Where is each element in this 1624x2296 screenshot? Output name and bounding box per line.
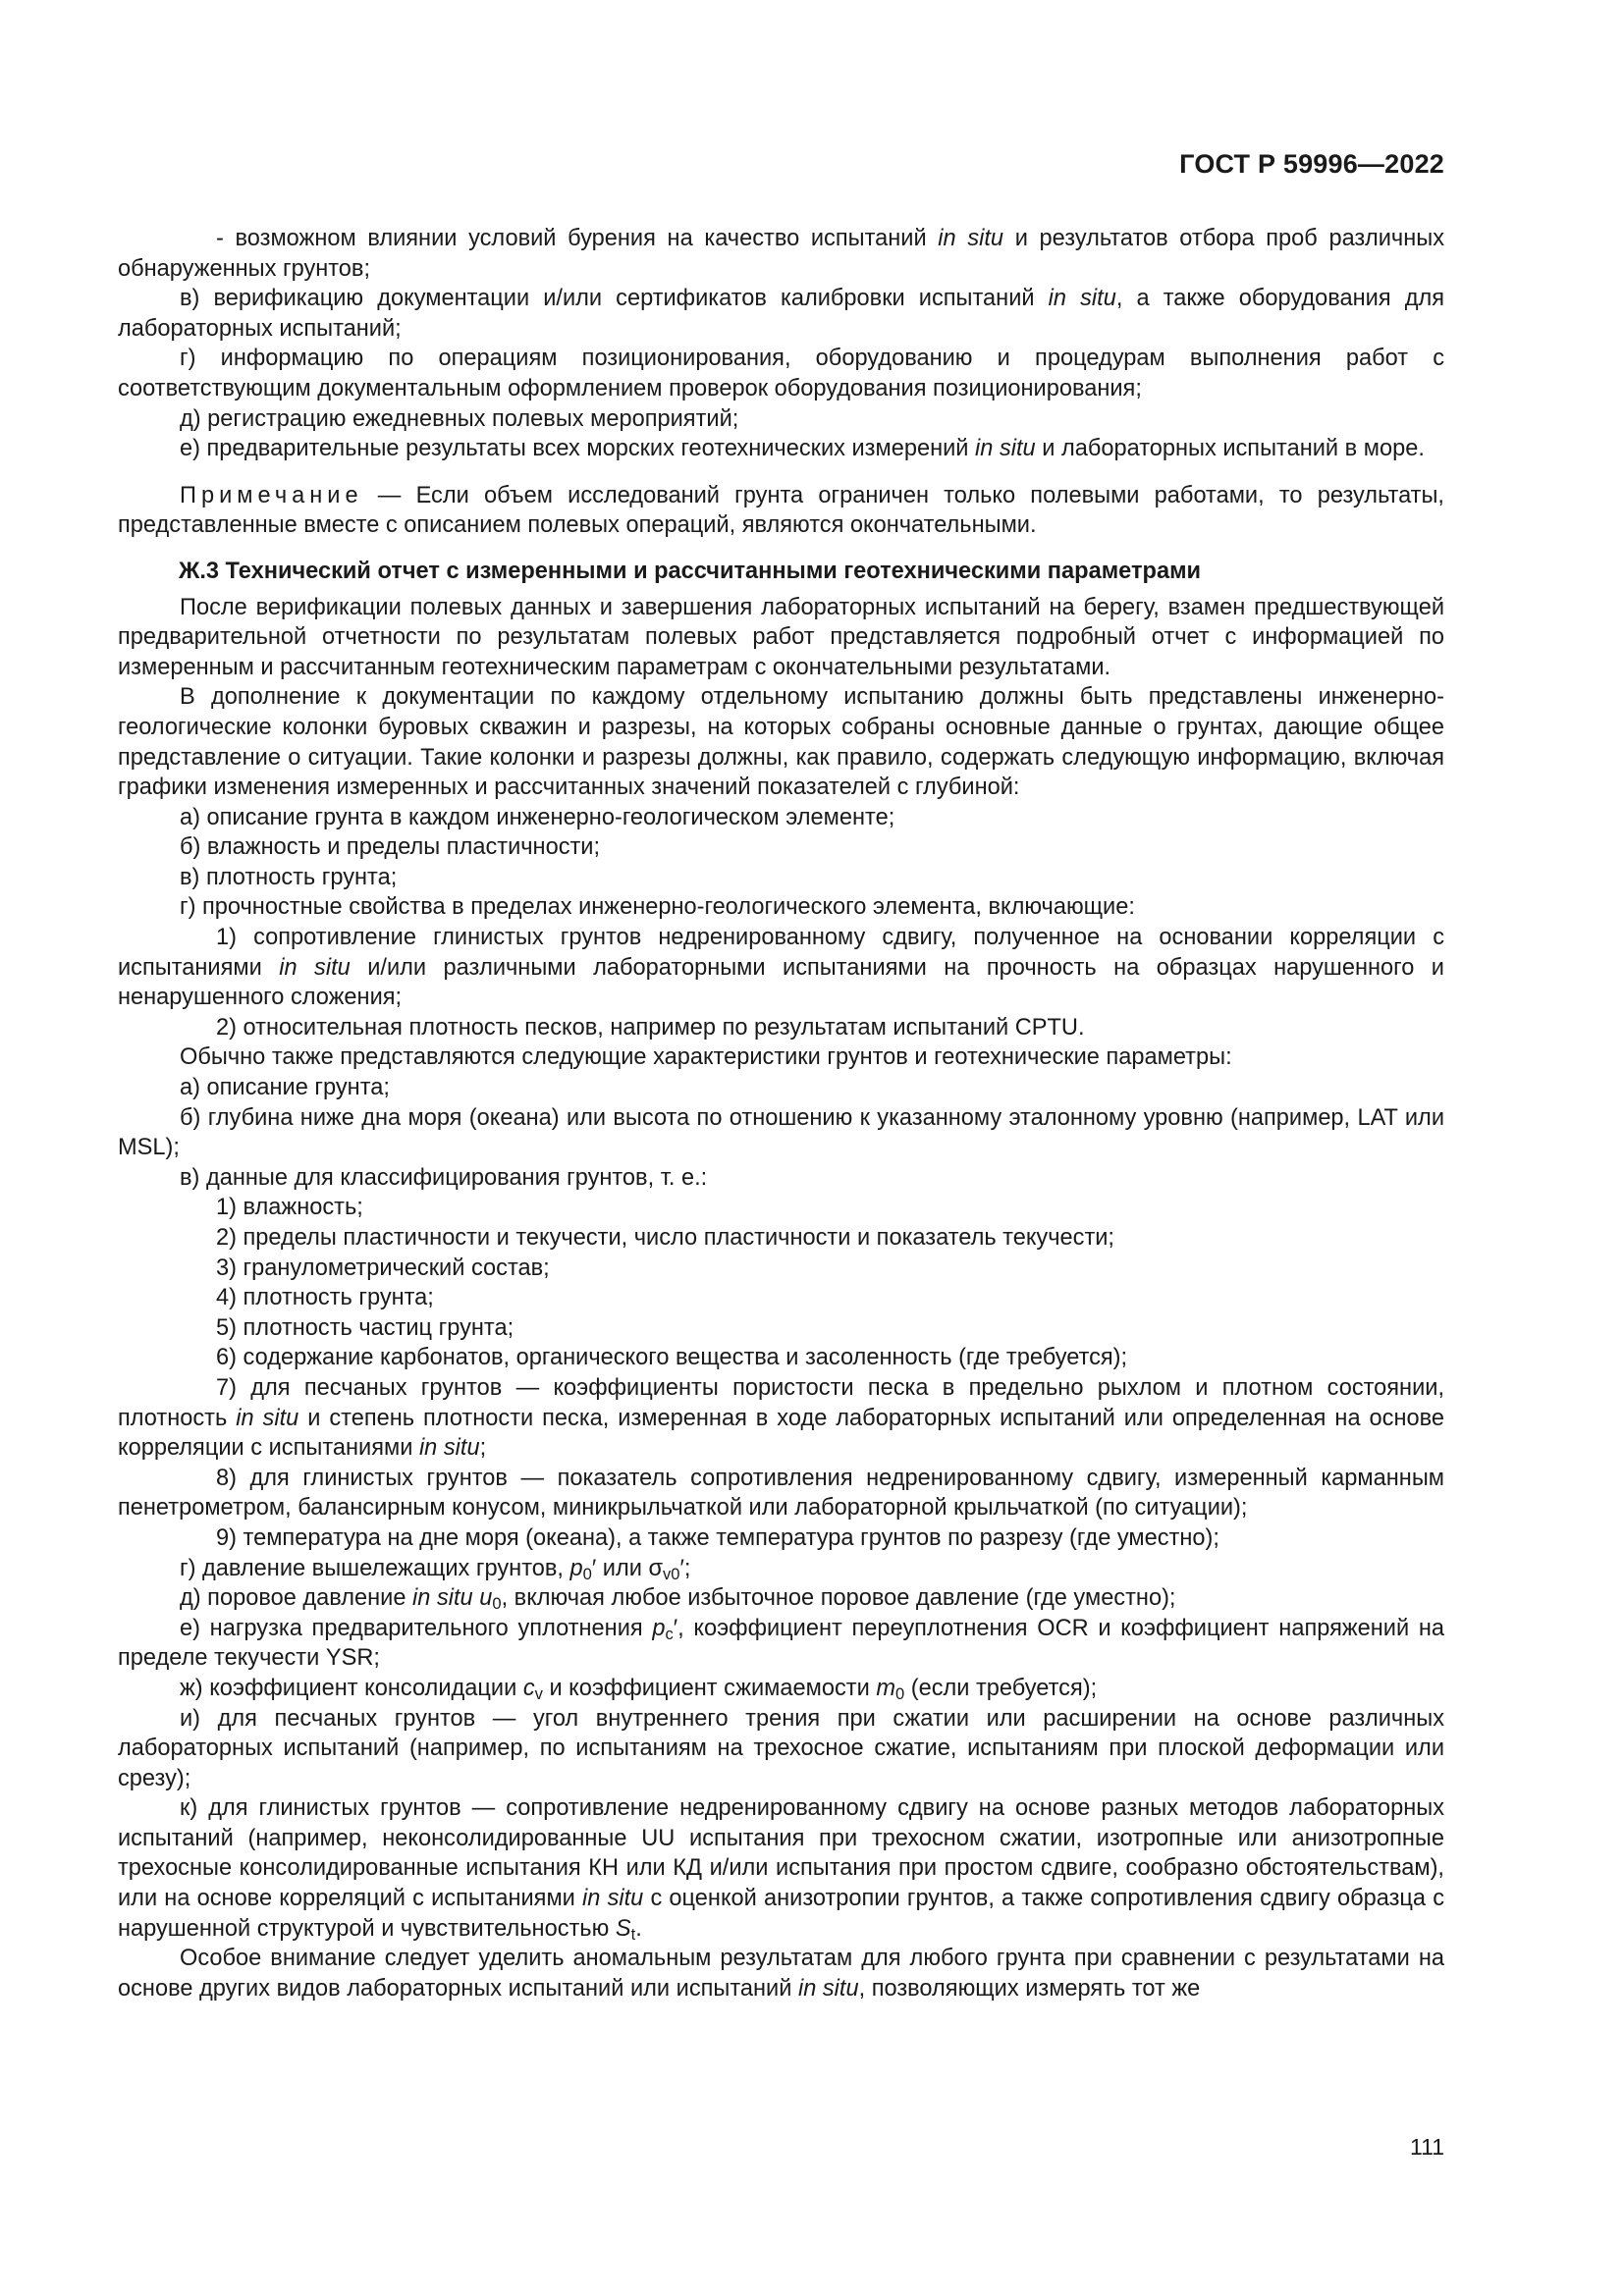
list-item: и) для песчаных грунтов — угол внутреннего трения при сжатии или расширении на основе различных лабораторных испытаний (например, по испытаниям на трехосное сжатие, испытаниям при плоской деформации или срезу); [118,1705,1444,1791]
paragraph-4: Особое внимание следует уделить аномальным результатам для любого грунта при сравнении с результатами на основе других видов лабораторных испытаний или испытаний in situ, позволяющих измерять тот же [118,1946,1444,2002]
sub-list-item: 7) для песчаных грунтов — коэффициенты пористости песка в предельно рыхлом и плотном состоянии, плотность in situ и степень плотности песка, измеренная в ходе лабораторных испытаний или определенная на основе корреляции с испытаниями in situ; [118,1374,1444,1462]
body-text [118,224,1444,2003]
sub-list-item: 5) плотность частиц грунта; [216,1314,514,1341]
section-heading: Ж.3 Технический отчет с измеренными и рассчитанными геотехническими параметрами [179,558,1202,584]
document-code: ГОСТ Р 59996—2022 [1179,149,1444,179]
list-item: д) поровое давление in situ $u_0$, включая любое избыточное поровое давление (где уместно); [180,1585,1176,1614]
note-label: Примечание [180,482,363,508]
list-item: а) описание грунта; [180,1075,390,1101]
list-item: г) давление вышележащих грунтов, $p_0'$ или $\sigma_{v0}'$; [180,1555,691,1583]
list-item: в) данные для классифицирования грунтов, т. е.: [180,1164,708,1191]
sub-list-item: 1) влажность; [216,1195,363,1221]
sub-list-item: 6) содержание карбонатов, органического вещества и засоленность (где требуется); [216,1345,1128,1371]
sub-list-item: 2) относительная плотность песков, например по результатам испытаний CPTU. [216,1014,1085,1041]
sub-list-item: 4) плотность грунта; [216,1285,434,1311]
paragraph-drilling-influence: - возможном влиянии условий бурения на качество испытаний in situ и результатов отбора проб различных обнаруженных грунтов; [118,226,1444,282]
list-item: к) для глинистых грунтов — сопротивление недренированному сдвигу на основе разных методов лабораторных испытаний (например, неконсолидированные UU испытания при трехосном сжатии, изотропные или анизотропные трехосные консолидированные испытания КН или КД и/или испытания при простом сдвиге, сообразно обстоятельствам), или на основе корреляций с испытаниями in situ с оценкой анизотропии грунтов, а также сопротивления сдвигу образца с нарушенной структурой и чувствительностью $S_t$. [118,1795,1444,1944]
list-item-e: е) предварительные результаты всех морских геотехнических измерений in situ и лабораторных испытаний в море. [180,436,1425,462]
page-number: 111 [1410,2134,1444,2160]
paragraph-2: В дополнение к документации по каждому отдельному испытанию должны быть представлены инженерно-геологические колонки буровых скважин и разрезы, на которых собраны основные данные о грунтах, дающие общее представление о ситуации. Такие колонки и разрезы должны, как правило, содержать следующую информацию, включая графики изменения измеренных и рассчитанных значений показателей с глубиной: [118,684,1444,801]
list-item: е) нагрузка предварительного уплотнения $p_c'$, коэффициент переуплотнения OCR и коэффициент напряжений на пределе текучести YSR; [118,1615,1444,1672]
sub-list-item: 2) пределы пластичности и текучести, число пластичности и показатель текучести; [216,1225,1114,1251]
list-item-v: в) верификацию документации и/или сертификатов калибровки испытаний in situ, а также оборудования для лабораторных испытаний; [118,286,1445,342]
list-item: б) влажность и пределы пластичности; [180,834,601,861]
list-item: а) описание грунта в каждом инженерно-геологическом элементе; [180,804,895,830]
paragraph-1: После верификации полевых данных и завершения лабораторных испытаний на берегу, взамен предшествующей предварительной отчетности по результатам полевых работ представляется подробный отчет с информацией по измеренным и рассчитанным геотехническим параметрам с окончательными результатами. [118,594,1444,680]
paragraph-3: Обычно также представляются следующие характеристики грунтов и геотехнические параметры: [180,1044,1232,1071]
sub-list-item: 1) сопротивление глинистых грунтов недренированному сдвигу, полученное на основании корреляции с испытаниями in situ и/или различными лабораторными испытаниями на прочность на образцах нарушенного и ненарушенного сложения; [118,925,1444,1011]
list-item: ж) коэффициент консолидации $c_v$ и коэффициент сжимаемости $m_0$ (если требуется); [180,1675,1098,1703]
note-text: — Если объем исследований грунта ограничен только полевыми работами, то результаты, представленные вместе с описанием полевых операций, являются окончательными. [118,482,1444,539]
list-item: г) прочностные свойства в пределах инженерно-геологического элемента, включающие: [180,894,1135,921]
sub-list-item: 9) температура на дне моря (океана), а также температура грунтов по разрезу (где уместно); [216,1524,1219,1551]
note [118,481,1444,541]
list-item-g: г) информацию по операциям позиционирования, оборудованию и процедурам выполнения работ с соответствующим документальным оформлением проверок оборудования позиционирования; [118,346,1444,401]
list-item-d: д) регистрацию ежедневных полевых мероприятий; [180,405,739,432]
sub-list-item: 8) для глинистых грунтов — показатель сопротивления недренированному сдвигу, измеренный карманным пенетрометром, балансирным конусом, миникрыльчаткой или лабораторной крыльчаткой (по ситуации); [118,1465,1444,1522]
list-item: в) плотность грунта; [180,864,398,890]
list-item: б) глубина ниже дна моря (океана) или высота по отношению к указанному эталонному уровню (например, LAT или MSL); [118,1104,1444,1161]
sub-list-item: 3) гранулометрический состав; [216,1255,550,1281]
